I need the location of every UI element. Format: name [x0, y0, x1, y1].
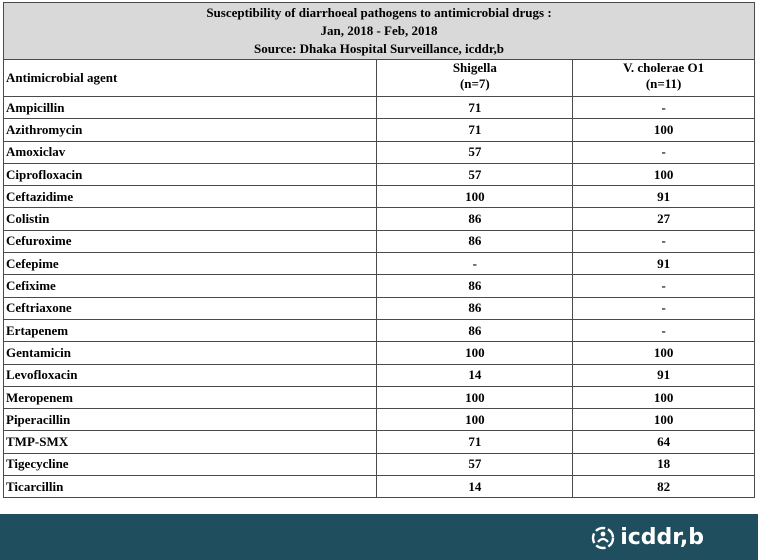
table-row — [4, 364, 755, 386]
shigella-cell: 57 — [377, 141, 573, 163]
agent-cell: Meropenem — [4, 386, 377, 408]
table-row — [4, 476, 755, 498]
vcholerae-cell: 100 — [573, 386, 755, 408]
table-title — [4, 3, 755, 60]
table-row — [4, 230, 755, 252]
vcholerae-cell: - — [573, 97, 755, 119]
vcholerae-cell: 64 — [573, 431, 755, 453]
agent-cell: Colistin — [4, 208, 377, 230]
shigella-cell: 14 — [377, 476, 573, 498]
shigella-cell: 86 — [377, 275, 573, 297]
agent-cell: Cefixime — [4, 275, 377, 297]
shigella-cell: 71 — [377, 97, 573, 119]
vcholerae-cell: - — [573, 319, 755, 341]
shigella-header-n: (n=7) — [459, 76, 490, 91]
agent-cell: Ampicillin — [4, 97, 377, 119]
table-row — [4, 409, 755, 431]
vcholerae-cell: 100 — [573, 119, 755, 141]
table-row — [4, 208, 755, 230]
table-row — [4, 275, 755, 297]
shigella-cell: 71 — [377, 431, 573, 453]
table-row — [4, 163, 755, 185]
vcholerae-cell: - — [573, 230, 755, 252]
title-line-2: Jan, 2018 - Feb, 2018 — [320, 23, 438, 38]
agent-cell: Tigecycline — [4, 453, 377, 475]
agent-cell: Ceftazidime — [4, 186, 377, 208]
shigella-cell: 14 — [377, 364, 573, 386]
agent-cell: Gentamicin — [4, 342, 377, 364]
agent-cell: Amoxiclav — [4, 141, 377, 163]
vcholerae-cell: 91 — [573, 364, 755, 386]
table-row — [4, 119, 755, 141]
vcholerae-cell: - — [573, 297, 755, 319]
header-row — [4, 60, 755, 97]
agent-cell: TMP-SMX — [4, 431, 377, 453]
vcholerae-cell: 82 — [573, 476, 755, 498]
shigella-cell: 100 — [377, 186, 573, 208]
vcholerae-cell: 18 — [573, 453, 755, 475]
shigella-cell: 86 — [377, 297, 573, 319]
table-row — [4, 141, 755, 163]
table-row — [4, 253, 755, 275]
vcholerae-cell: - — [573, 141, 755, 163]
shigella-cell: 86 — [377, 230, 573, 252]
table-row — [4, 431, 755, 453]
shigella-cell: 71 — [377, 119, 573, 141]
title-line-3: Source: Dhaka Hospital Surveillance, icddr,b — [254, 41, 504, 56]
vcholerae-cell: - — [573, 275, 755, 297]
agent-cell: Ciprofloxacin — [4, 163, 377, 185]
shigella-cell: - — [377, 253, 573, 275]
shigella-cell: 57 — [377, 163, 573, 185]
agent-cell: Ceftriaxone — [4, 297, 377, 319]
table-row — [4, 453, 755, 475]
agent-cell: Cefepime — [4, 253, 377, 275]
shigella-column-header — [377, 60, 573, 97]
logo-text: icddr,b — [620, 525, 704, 550]
icddrb-logo-icon — [591, 526, 615, 550]
table-body — [4, 97, 755, 498]
table-row — [4, 342, 755, 364]
vcholerae-header-name: V. cholerae O1 — [623, 60, 705, 75]
shigella-cell: 86 — [377, 208, 573, 230]
vcholerae-cell: 100 — [573, 163, 755, 185]
agent-cell: Ticarcillin — [4, 476, 377, 498]
table-row — [4, 319, 755, 341]
agent-column-header: Antimicrobial agent — [4, 60, 377, 97]
title-line-1: Susceptibility of diarrhoeal pathogens to antimicrobial drugs : — [206, 5, 552, 20]
shigella-cell: 100 — [377, 386, 573, 408]
shigella-header-name: Shigella — [452, 60, 497, 75]
title-row — [4, 3, 755, 60]
susceptibility-table — [3, 2, 755, 498]
table-row — [4, 297, 755, 319]
table-row — [4, 97, 755, 119]
icddrb-logo — [591, 526, 704, 550]
vcholerae-header-n: (n=11) — [645, 76, 682, 91]
shigella-cell: 86 — [377, 319, 573, 341]
agent-cell: Azithromycin — [4, 119, 377, 141]
vcholerae-cell: 100 — [573, 409, 755, 431]
vcholerae-cell: 91 — [573, 186, 755, 208]
vcholerae-cell: 27 — [573, 208, 755, 230]
shigella-cell: 100 — [377, 409, 573, 431]
vcholerae-cell: 91 — [573, 253, 755, 275]
vcholerae-column-header — [573, 60, 755, 97]
table-row — [4, 386, 755, 408]
table-row — [4, 186, 755, 208]
agent-cell: Levofloxacin — [4, 364, 377, 386]
footer-bar — [0, 514, 758, 560]
shigella-cell: 57 — [377, 453, 573, 475]
agent-cell: Piperacillin — [4, 409, 377, 431]
agent-cell: Ertapenem — [4, 319, 377, 341]
vcholerae-cell: 100 — [573, 342, 755, 364]
agent-cell: Cefuroxime — [4, 230, 377, 252]
shigella-cell: 100 — [377, 342, 573, 364]
